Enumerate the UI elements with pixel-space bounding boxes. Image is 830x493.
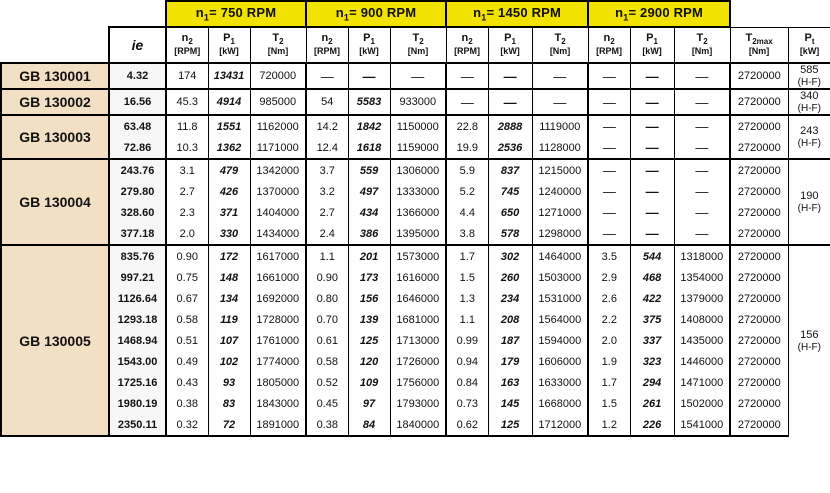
ie-value: 835.76 xyxy=(109,245,166,267)
cell-g2900-n2: 2.0 xyxy=(588,330,630,351)
cell-g750-n2: 0.90 xyxy=(166,245,208,267)
cell-g900-n2: 54 xyxy=(306,89,348,115)
cell-g750-t2: 1761000 xyxy=(250,330,306,351)
cell-t2max: 2720000 xyxy=(730,245,788,267)
rpm-group-header-2: $n_1= 900$ RPM xyxy=(306,1,446,27)
cell-g900-n2: 3.2 xyxy=(306,181,348,202)
cell-g2900-t2: — xyxy=(674,115,730,137)
cell-g2900-t2: 1435000 xyxy=(674,330,730,351)
cell-g900-n2: 0.70 xyxy=(306,309,348,330)
cell-g2900-n2: 3.5 xyxy=(588,245,630,267)
cell-g750-p1: 1551 xyxy=(208,115,250,137)
cell-g2900-p1: 375 xyxy=(630,309,674,330)
cell-g2900-n2: 1.2 xyxy=(588,414,630,436)
cell-g900-n2: 0.52 xyxy=(306,372,348,393)
cell-g900-t2: 1646000 xyxy=(390,288,446,309)
table-row xyxy=(1,288,830,309)
cell-g2900-t2: 1502000 xyxy=(674,393,730,414)
cell-g1450-n2: 19.9 xyxy=(446,137,488,159)
cell-t2max: 2720000 xyxy=(730,63,788,89)
cell-g2900-n2: — xyxy=(588,137,630,159)
col-header-t2-g1: $T_2$ [Nm] xyxy=(250,27,306,63)
cell-g900-p1: 559 xyxy=(348,159,390,181)
cell-g2900-p1: — xyxy=(630,181,674,202)
cell-g900-p1: 5583 xyxy=(348,89,390,115)
cell-g2900-p1: — xyxy=(630,223,674,245)
cell-t2max: 2720000 xyxy=(730,89,788,115)
cell-g1450-p1: 187 xyxy=(488,330,532,351)
cell-g900-n2: 0.38 xyxy=(306,414,348,436)
cell-g1450-p1: 2536 xyxy=(488,137,532,159)
cell-g1450-p1: 125 xyxy=(488,414,532,436)
cell-g900-t2: 1150000 xyxy=(390,115,446,137)
cell-t2max: 2720000 xyxy=(730,223,788,245)
ie-value: 2350.11 xyxy=(109,414,166,436)
ie-value: 279.80 xyxy=(109,181,166,202)
table-row xyxy=(1,181,830,202)
cell-g900-p1: 139 xyxy=(348,309,390,330)
cell-g900-n2: 0.45 xyxy=(306,393,348,414)
cell-g900-p1: 125 xyxy=(348,330,390,351)
ie-value: 377.18 xyxy=(109,223,166,245)
cell-g1450-p1: 179 xyxy=(488,351,532,372)
cell-t2max: 2720000 xyxy=(730,372,788,393)
rpm-group-header-4: $n_1= 2900$ RPM xyxy=(588,1,730,27)
ie-value: 72.86 xyxy=(109,137,166,159)
cell-t2max: 2720000 xyxy=(730,414,788,436)
cell-g750-t2: 1805000 xyxy=(250,372,306,393)
cell-t2max: 2720000 xyxy=(730,267,788,288)
cell-t2max: 2720000 xyxy=(730,393,788,414)
cell-g900-p1: 120 xyxy=(348,351,390,372)
cell-g900-n2: 0.58 xyxy=(306,351,348,372)
cell-t2max: 2720000 xyxy=(730,159,788,181)
cell-g1450-p1: 163 xyxy=(488,372,532,393)
model-column-header xyxy=(1,27,109,63)
cell-g750-n2: 0.58 xyxy=(166,309,208,330)
cell-t2max: 2720000 xyxy=(730,330,788,351)
ie-value: 1980.19 xyxy=(109,393,166,414)
cell-g900-p1: — xyxy=(348,63,390,89)
cell-pt: 340 (H-F) xyxy=(788,89,830,115)
cell-g1450-p1: 745 xyxy=(488,181,532,202)
header-columns-row xyxy=(1,27,830,63)
cell-g1450-t2: 1215000 xyxy=(532,159,588,181)
cell-g750-n2: 0.38 xyxy=(166,393,208,414)
cell-g900-t2: 1840000 xyxy=(390,414,446,436)
cell-g900-t2: 1793000 xyxy=(390,393,446,414)
table-row xyxy=(1,159,830,181)
col-header-pt: $P_t$ [kW] xyxy=(788,27,830,63)
cell-g2900-t2: — xyxy=(674,181,730,202)
cell-g1450-t2: 1128000 xyxy=(532,137,588,159)
cell-g1450-t2: 1668000 xyxy=(532,393,588,414)
cell-g750-p1: 102 xyxy=(208,351,250,372)
cell-t2max: 2720000 xyxy=(730,181,788,202)
cell-g750-n2: 10.3 xyxy=(166,137,208,159)
cell-g900-n2: 0.61 xyxy=(306,330,348,351)
cell-g1450-p1: 234 xyxy=(488,288,532,309)
cell-g2900-n2: 2.9 xyxy=(588,267,630,288)
col-header-n2-g2: $n_2$ [RPM] xyxy=(306,27,348,63)
cell-g1450-t2: 1712000 xyxy=(532,414,588,436)
cell-g2900-p1: — xyxy=(630,63,674,89)
table-row xyxy=(1,372,830,393)
col-header-n2-g3: $n_2$ [RPM] xyxy=(446,27,488,63)
cell-g1450-p1: 2888 xyxy=(488,115,532,137)
model-name-5[interactable]: GB 130005 xyxy=(1,245,109,436)
cell-g1450-t2: 1606000 xyxy=(532,351,588,372)
cell-g900-n2: 2.4 xyxy=(306,223,348,245)
table-row xyxy=(1,414,830,436)
cell-g2900-t2: 1446000 xyxy=(674,351,730,372)
cell-g750-n2: 11.8 xyxy=(166,115,208,137)
cell-g2900-t2: — xyxy=(674,202,730,223)
cell-g750-n2: 45.3 xyxy=(166,89,208,115)
ie-value: 16.56 xyxy=(109,89,166,115)
cell-g750-n2: 2.3 xyxy=(166,202,208,223)
cell-g900-p1: 434 xyxy=(348,202,390,223)
cell-g2900-n2: 2.2 xyxy=(588,309,630,330)
rpm-group-header-3: $n_1= 1450$ RPM xyxy=(446,1,588,27)
cell-g900-p1: 201 xyxy=(348,245,390,267)
cell-g750-p1: 4914 xyxy=(208,89,250,115)
ie-value: 4.32 xyxy=(109,63,166,89)
col-header-t2-g2: $T_2$ [Nm] xyxy=(390,27,446,63)
ie-value: 1126.64 xyxy=(109,288,166,309)
cell-g750-n2: 0.51 xyxy=(166,330,208,351)
cell-g900-p1: 109 xyxy=(348,372,390,393)
table-row xyxy=(1,245,830,267)
cell-g750-t2: 1692000 xyxy=(250,288,306,309)
ie-value: 1543.00 xyxy=(109,351,166,372)
cell-g900-t2: 1573000 xyxy=(390,245,446,267)
cell-g1450-p1: — xyxy=(488,63,532,89)
table-row xyxy=(1,115,830,137)
cell-g1450-n2: 0.73 xyxy=(446,393,488,414)
table-row xyxy=(1,393,830,414)
cell-g1450-t2: 1271000 xyxy=(532,202,588,223)
table-row xyxy=(1,202,830,223)
cell-g750-t2: 1162000 xyxy=(250,115,306,137)
cell-g2900-p1: 337 xyxy=(630,330,674,351)
cell-g1450-n2: — xyxy=(446,89,488,115)
cell-g2900-t2: 1471000 xyxy=(674,372,730,393)
cell-g900-p1: 1842 xyxy=(348,115,390,137)
ie-value: 997.21 xyxy=(109,267,166,288)
header-corner-blank xyxy=(1,1,166,27)
table-row xyxy=(1,137,830,159)
cell-g2900-t2: 1354000 xyxy=(674,267,730,288)
cell-g900-p1: 386 xyxy=(348,223,390,245)
cell-g750-p1: 371 xyxy=(208,202,250,223)
col-header-n2-g4: $n_2$ [RPM] xyxy=(588,27,630,63)
cell-g900-p1: 1618 xyxy=(348,137,390,159)
header-right-blank xyxy=(730,1,830,27)
cell-g2900-t2: 1379000 xyxy=(674,288,730,309)
cell-g2900-p1: — xyxy=(630,89,674,115)
cell-g900-n2: — xyxy=(306,63,348,89)
cell-g750-p1: 426 xyxy=(208,181,250,202)
cell-g1450-n2: 0.99 xyxy=(446,330,488,351)
cell-g750-p1: 119 xyxy=(208,309,250,330)
table-row xyxy=(1,223,830,245)
cell-g900-t2: 1756000 xyxy=(390,372,446,393)
table-row xyxy=(1,309,830,330)
cell-g750-p1: 72 xyxy=(208,414,250,436)
cell-g900-t2: — xyxy=(390,63,446,89)
cell-t2max: 2720000 xyxy=(730,137,788,159)
cell-g2900-n2: 2.6 xyxy=(588,288,630,309)
cell-g2900-n2: — xyxy=(588,202,630,223)
cell-g2900-t2: — xyxy=(674,89,730,115)
cell-g2900-p1: — xyxy=(630,159,674,181)
cell-g750-t2: 1774000 xyxy=(250,351,306,372)
cell-g1450-p1: 302 xyxy=(488,245,532,267)
cell-g750-p1: 330 xyxy=(208,223,250,245)
cell-g900-n2: 0.90 xyxy=(306,267,348,288)
cell-t2max: 2720000 xyxy=(730,309,788,330)
cell-g750-p1: 93 xyxy=(208,372,250,393)
cell-g900-p1: 97 xyxy=(348,393,390,414)
cell-g2900-t2: 1318000 xyxy=(674,245,730,267)
cell-g900-p1: 497 xyxy=(348,181,390,202)
cell-g1450-p1: 837 xyxy=(488,159,532,181)
cell-g1450-n2: 5.9 xyxy=(446,159,488,181)
cell-g2900-p1: 294 xyxy=(630,372,674,393)
cell-g900-n2: 2.7 xyxy=(306,202,348,223)
cell-g900-n2: 12.4 xyxy=(306,137,348,159)
cell-t2max: 2720000 xyxy=(730,115,788,137)
cell-g900-n2: 0.80 xyxy=(306,288,348,309)
cell-t2max: 2720000 xyxy=(730,202,788,223)
cell-g2900-p1: 544 xyxy=(630,245,674,267)
ie-value: 328.60 xyxy=(109,202,166,223)
cell-g1450-p1: 650 xyxy=(488,202,532,223)
table-row xyxy=(1,63,830,89)
cell-g1450-p1: 260 xyxy=(488,267,532,288)
col-header-n2-g1: $n_2$ [RPM] xyxy=(166,27,208,63)
model-name-4[interactable]: GB 130004 xyxy=(1,159,109,245)
cell-g750-p1: 83 xyxy=(208,393,250,414)
cell-g750-n2: 174 xyxy=(166,63,208,89)
cell-g2900-n2: 1.5 xyxy=(588,393,630,414)
cell-g2900-n2: — xyxy=(588,63,630,89)
ie-value: 1293.18 xyxy=(109,309,166,330)
cell-g1450-n2: 1.7 xyxy=(446,245,488,267)
cell-g2900-p1: — xyxy=(630,137,674,159)
cell-g750-p1: 1362 xyxy=(208,137,250,159)
cell-g1450-n2: 1.3 xyxy=(446,288,488,309)
cell-g1450-n2: 1.5 xyxy=(446,267,488,288)
cell-g1450-n2: 0.84 xyxy=(446,372,488,393)
cell-g900-p1: 84 xyxy=(348,414,390,436)
cell-g900-t2: 933000 xyxy=(390,89,446,115)
cell-pt: 190 (H-F) xyxy=(788,159,830,245)
ie-value: 1468.94 xyxy=(109,330,166,351)
cell-g1450-n2: 1.1 xyxy=(446,309,488,330)
cell-g2900-n2: 1.7 xyxy=(588,372,630,393)
cell-g1450-p1: 145 xyxy=(488,393,532,414)
header-group-row xyxy=(1,1,830,27)
cell-g750-p1: 107 xyxy=(208,330,250,351)
col-header-p1-g3: $P_1$ [kW] xyxy=(488,27,532,63)
col-header-p1-g1: $P_1$ [kW] xyxy=(208,27,250,63)
cell-g900-n2: 1.1 xyxy=(306,245,348,267)
cell-g1450-n2: 22.8 xyxy=(446,115,488,137)
cell-g1450-n2: — xyxy=(446,63,488,89)
cell-g900-t2: 1366000 xyxy=(390,202,446,223)
cell-g2900-n2: — xyxy=(588,159,630,181)
cell-g1450-t2: 1633000 xyxy=(532,372,588,393)
cell-g1450-t2: 1240000 xyxy=(532,181,588,202)
cell-g750-p1: 13431 xyxy=(208,63,250,89)
cell-g2900-p1: 468 xyxy=(630,267,674,288)
cell-g900-t2: 1713000 xyxy=(390,330,446,351)
table-row xyxy=(1,351,830,372)
cell-g900-t2: 1333000 xyxy=(390,181,446,202)
cell-pt: 585 (H-F) xyxy=(788,63,830,89)
cell-g2900-p1: 261 xyxy=(630,393,674,414)
cell-g900-t2: 1726000 xyxy=(390,351,446,372)
cell-g2900-n2: — xyxy=(588,115,630,137)
cell-g1450-t2: 1464000 xyxy=(532,245,588,267)
col-header-p1-g2: $P_1$ [kW] xyxy=(348,27,390,63)
cell-g750-t2: 720000 xyxy=(250,63,306,89)
cell-g750-t2: 985000 xyxy=(250,89,306,115)
cell-t2max: 2720000 xyxy=(730,288,788,309)
ie-value: 63.48 xyxy=(109,115,166,137)
cell-g750-n2: 0.49 xyxy=(166,351,208,372)
cell-g750-p1: 134 xyxy=(208,288,250,309)
cell-g750-t2: 1342000 xyxy=(250,159,306,181)
cell-g1450-t2: 1564000 xyxy=(532,309,588,330)
cell-g1450-p1: — xyxy=(488,89,532,115)
cell-g2900-p1: 422 xyxy=(630,288,674,309)
cell-g1450-n2: 0.62 xyxy=(446,414,488,436)
cell-g1450-t2: 1119000 xyxy=(532,115,588,137)
cell-g750-n2: 0.75 xyxy=(166,267,208,288)
ie-value: 243.76 xyxy=(109,159,166,181)
cell-pt: 156 (H-F) xyxy=(788,245,830,436)
col-header-t2-g4: $T_2$ [Nm] xyxy=(674,27,730,63)
cell-g1450-t2: 1594000 xyxy=(532,330,588,351)
cell-g900-t2: 1306000 xyxy=(390,159,446,181)
cell-g1450-n2: 0.94 xyxy=(446,351,488,372)
col-header-t2max: $T_{2max}$ [Nm] xyxy=(730,27,788,63)
rpm-group-header-1: $n_1= 750$ RPM xyxy=(166,1,306,27)
cell-g1450-p1: 208 xyxy=(488,309,532,330)
cell-g750-t2: 1171000 xyxy=(250,137,306,159)
cell-g900-t2: 1681000 xyxy=(390,309,446,330)
cell-g2900-p1: 226 xyxy=(630,414,674,436)
cell-g900-p1: 173 xyxy=(348,267,390,288)
model-name-2[interactable]: GB 130002 xyxy=(1,89,109,115)
cell-g2900-n2: — xyxy=(588,181,630,202)
cell-g2900-p1: — xyxy=(630,115,674,137)
cell-g1450-t2: 1298000 xyxy=(532,223,588,245)
cell-pt: 243 (H-F) xyxy=(788,115,830,159)
cell-g750-t2: 1728000 xyxy=(250,309,306,330)
cell-g900-t2: 1616000 xyxy=(390,267,446,288)
cell-g2900-t2: — xyxy=(674,223,730,245)
cell-g750-p1: 479 xyxy=(208,159,250,181)
table-row xyxy=(1,267,830,288)
cell-g1450-n2: 4.4 xyxy=(446,202,488,223)
cell-g2900-n2: 1.9 xyxy=(588,351,630,372)
cell-g750-t2: 1891000 xyxy=(250,414,306,436)
cell-g1450-t2: 1503000 xyxy=(532,267,588,288)
cell-g750-t2: 1617000 xyxy=(250,245,306,267)
cell-g750-t2: 1404000 xyxy=(250,202,306,223)
cell-g750-n2: 0.43 xyxy=(166,372,208,393)
cell-g900-t2: 1159000 xyxy=(390,137,446,159)
cell-g1450-n2: 3.8 xyxy=(446,223,488,245)
cell-g2900-t2: — xyxy=(674,137,730,159)
cell-g2900-t2: — xyxy=(674,159,730,181)
cell-g750-n2: 0.67 xyxy=(166,288,208,309)
cell-g2900-p1: 323 xyxy=(630,351,674,372)
model-name-3[interactable]: GB 130003 xyxy=(1,115,109,159)
cell-g750-t2: 1370000 xyxy=(250,181,306,202)
ie-value: 1725.16 xyxy=(109,372,166,393)
cell-g1450-t2: — xyxy=(532,63,588,89)
cell-g1450-t2: 1531000 xyxy=(532,288,588,309)
cell-g900-n2: 3.7 xyxy=(306,159,348,181)
cell-g2900-t2: — xyxy=(674,63,730,89)
cell-g750-n2: 2.0 xyxy=(166,223,208,245)
cell-g900-p1: 156 xyxy=(348,288,390,309)
cell-g750-p1: 172 xyxy=(208,245,250,267)
cell-g1450-t2: — xyxy=(532,89,588,115)
cell-g750-n2: 3.1 xyxy=(166,159,208,181)
cell-g750-n2: 0.32 xyxy=(166,414,208,436)
table-row xyxy=(1,330,830,351)
cell-g750-p1: 148 xyxy=(208,267,250,288)
cell-g1450-n2: 5.2 xyxy=(446,181,488,202)
model-name-1[interactable]: GB 130001 xyxy=(1,63,109,89)
cell-g750-n2: 2.7 xyxy=(166,181,208,202)
cell-g750-t2: 1661000 xyxy=(250,267,306,288)
ie-column-header: ie xyxy=(109,27,166,63)
cell-g750-t2: 1843000 xyxy=(250,393,306,414)
cell-g900-t2: 1395000 xyxy=(390,223,446,245)
cell-g900-n2: 14.2 xyxy=(306,115,348,137)
cell-t2max: 2720000 xyxy=(730,351,788,372)
table-row xyxy=(1,89,830,115)
cell-g1450-p1: 578 xyxy=(488,223,532,245)
col-header-t2-g3: $T_2$ [Nm] xyxy=(532,27,588,63)
cell-g2900-p1: — xyxy=(630,202,674,223)
cell-g2900-t2: 1408000 xyxy=(674,309,730,330)
cell-g2900-n2: — xyxy=(588,89,630,115)
cell-g750-t2: 1434000 xyxy=(250,223,306,245)
cell-g2900-n2: — xyxy=(588,223,630,245)
cell-g2900-t2: 1541000 xyxy=(674,414,730,436)
col-header-p1-g4: $P_1$ [kW] xyxy=(630,27,674,63)
